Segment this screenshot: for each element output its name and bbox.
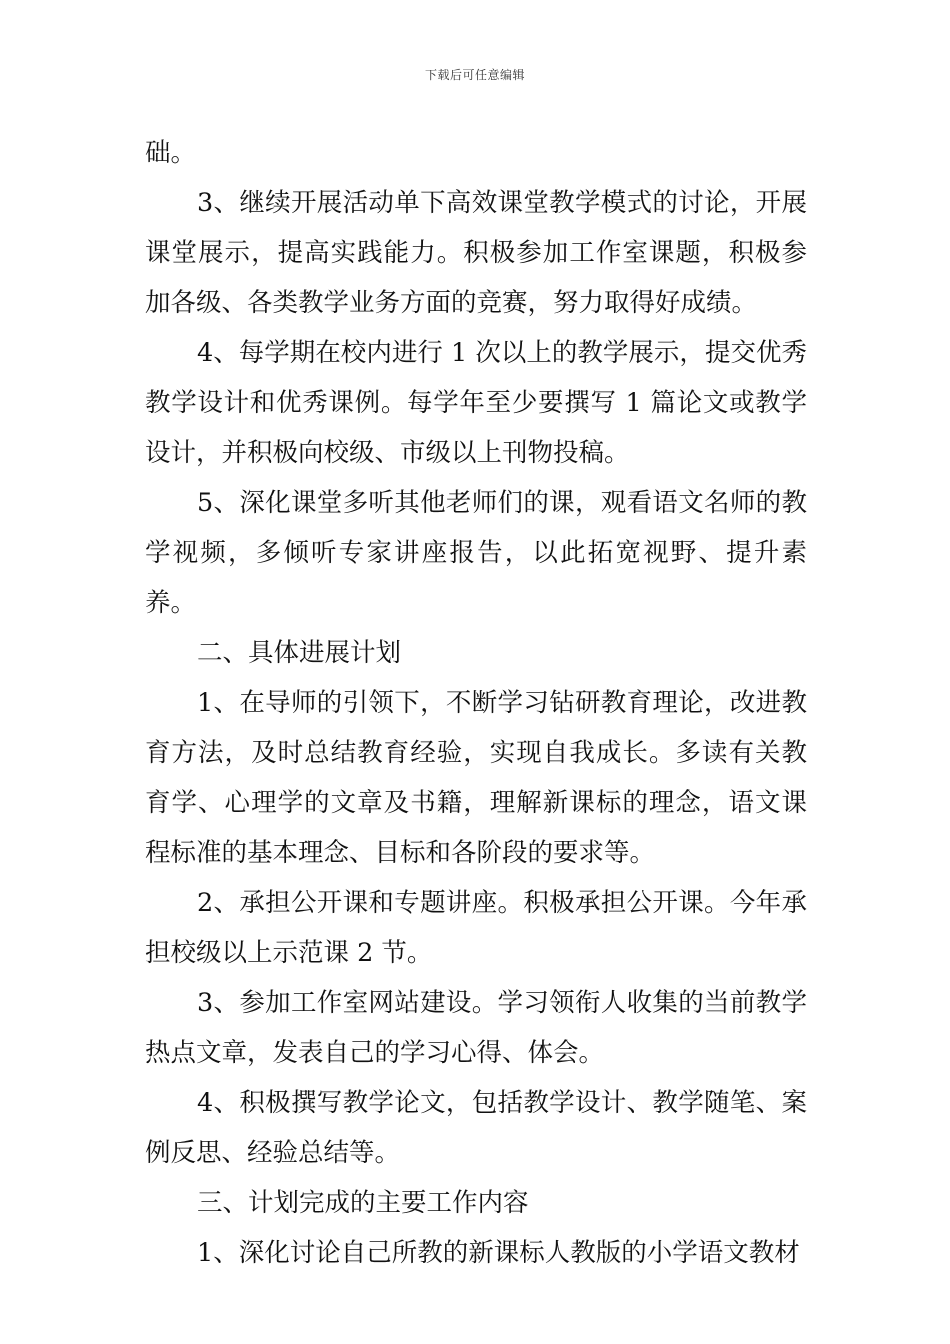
paragraph-7: 3、参加工作室网站建设。学习领衔人收集的当前教学热点文章，发表自己的学习心得、体会。: [145, 988, 807, 1068]
paragraph-3: 4、每学期在校内进行 1 次以上的教学展示，提交优秀教学设计和优秀课例。每学年至少要撰写 1 篇论文或教学设计，并积极向校级、市级以上刊物投稿。: [145, 338, 807, 468]
paragraph-1: 础。: [145, 138, 197, 168]
page-header: 下载后可任意编辑: [424, 68, 525, 82]
paragraph-2: 3、继续开展活动单下高效课堂教学模式的讨论，开展课堂展示，提高实践能力。积极参加工作室课题，积极参加各级、各类教学业务方面的竞赛，努力取得好成绩。: [145, 188, 807, 318]
paragraph-6: 2、承担公开课和专题讲座。积极承担公开课。今年承担校级以上示范课 2 节。: [145, 888, 807, 968]
paragraph-8: 4、积极撰写教学论文，包括教学设计、教学随笔、案例反思、经验总结等。: [145, 1088, 807, 1168]
paragraph-5: 1、在导师的引领下，不断学习钻研教育理论，改进教育方法，及时总结教育经验，实现自我成长。多读有关教育学、心理学的文章及书籍，理解新课标的理念，语文课程标准的基本理念、目标和各阶段的要求等。: [145, 688, 807, 868]
section-heading-2: 二、具体进展计划: [197, 638, 402, 668]
paragraph-4: 5、深化课堂多听其他老师们的课，观看语文名师的教学视频，多倾听专家讲座报告，以此拓宽视野、提升素养。: [145, 488, 807, 618]
document-body: [145, 128, 807, 1278]
section-heading-3: 三、计划完成的主要工作内容: [197, 1188, 529, 1218]
paragraph-9: 1、深化讨论自己所教的新课标人教版的小学语文教材: [197, 1238, 800, 1268]
